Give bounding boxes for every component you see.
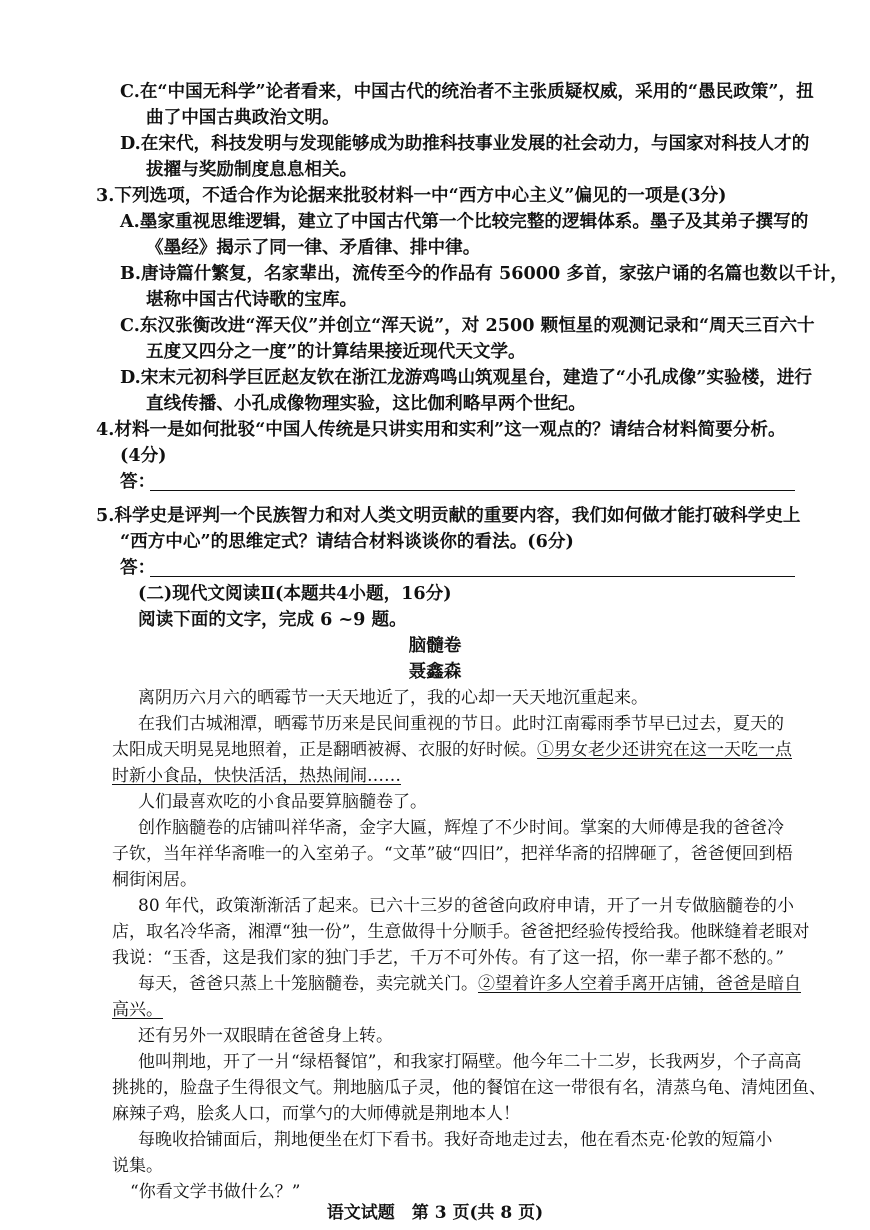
q2-option-d-line1: D.在宋代，科技发明与发现能够成为助推科技事业发展的社会动力，与国家对科技人才的: [120, 133, 810, 154]
q5-answer-label: 答：: [120, 557, 156, 578]
q3-stem: 3.下列选项，不适合作为论据来批驳材料一中“西方中心主义”偏见的一项是(3分): [96, 185, 727, 206]
q3-option-a-line1: A.墨家重视思维逻辑，建立了中国古代第一个比较完整的逻辑体系。墨子及其弟子撰写的: [120, 211, 809, 232]
story-paragraph-8-line2: 挑挑的，脸盘子生得很文气。荆地脑瓜子灵，他的餐馆在这一带很有名，清蒸乌龟、清炖团鱼、: [112, 1078, 826, 1098]
story-paragraph-4-line3: 桐街闲居。: [112, 870, 197, 890]
section-instruction: 阅读下面的文字，完成 6 ~9 题。: [138, 609, 407, 630]
q5-answer-area[interactable]: [120, 555, 795, 581]
underlined-sentence-1: ①男女老少还讲究在这一天吃一点: [537, 740, 792, 760]
story-paragraph-10: “你看文学书做什么？”: [130, 1182, 301, 1202]
q3-option-a-line2: 《墨经》揭示了同一律、矛盾律、排中律。: [146, 237, 481, 258]
story-paragraph-5-line2: 店，取名冷华斋，湘潭“独一份”，生意做得十分顺手。爸爸把经验传授给我。他眯缝着老眼对: [112, 922, 810, 942]
story-paragraph-2-line1: 在我们古城湘潭，晒霉节历来是民间重视的节日。此时江南霉雨季节早已过去，夏天的: [138, 714, 784, 734]
q3-option-d-line2: 直线传播、小孔成像物理实验，这比伽利略早两个世纪。: [146, 393, 586, 414]
q2-option-d-line2: 拔擢与奖励制度息息相关。: [146, 159, 358, 180]
story-paragraph-8-line1: 他叫荆地，开了一爿“绿梧餐馆”，和我家打隔壁。他今年二十二岁，长我两岁，个子高高: [138, 1052, 802, 1072]
story-paragraph-8-line3: 麻辣子鸡，脍炙人口，而掌勺的大师傅就是荆地本人！: [112, 1104, 520, 1124]
story-paragraph-6-text: 每天，爸爸只蒸上十笼脑髓卷，卖完就关门。: [138, 974, 478, 994]
story-paragraph-9-line2: 说集。: [112, 1156, 163, 1176]
story-paragraph-4-line1: 创作脑髓卷的店铺叫祥华斋，金字大匾，辉煌了不少时间。掌案的大师傅是我的爸爸冷: [138, 818, 784, 838]
story-paragraph-9-line1: 每晚收拾铺面后，荆地便坐在灯下看书。我好奇地走过去，他在看杰克·伦敦的短篇小: [138, 1130, 773, 1150]
q3-option-c-line1: C.东汉张衡改进“浑天仪”并创立“浑天说”，对 2500 颗恒星的观测记录和“周天三百六十: [120, 315, 815, 336]
story-paragraph-5-line3: 我说：“玉香，这是我们家的独门手艺，千万不可外传。有了这一招，你一辈子都不愁的。”: [112, 948, 784, 968]
story-paragraph-6-line1: [138, 971, 801, 997]
q3-option-d-line1: D.宋末元初科学巨匠赵友钦在浙江龙游鸡鸣山筑观星台，建造了“小孔成像”实验楼，进行: [120, 367, 812, 388]
q3-option-b-line1: B.唐诗篇什繁复，名家辈出，流传至今的作品有 56000 多首，家弦户诵的名篇也数以千计，: [120, 263, 848, 284]
story-paragraph-4-line2: 子钦，当年祥华斋唯一的入室弟子。“文革”破“四旧”，把祥华斋的招牌砸了，爸爸便回到梧: [112, 844, 793, 864]
story-paragraph-5-line1: 80 年代，政策渐渐活了起来。已六十三岁的爸爸向政府申请，开了一爿专做脑髓卷的小: [138, 896, 795, 916]
story-author: 聂鑫森: [408, 661, 462, 682]
story-paragraph-2-text: 太阳成天明晃晃地照着，正是翻晒被褥、衣服的好时候。: [112, 740, 537, 760]
story-paragraph-1: 离阴历六月六的晒霉节一天天地近了，我的心却一天天地沉重起来。: [138, 688, 648, 708]
q5-stem-line1: 5.科学史是评判一个民族智力和对人类文明贡献的重要内容，我们如何做才能打破科学史上: [96, 505, 801, 526]
underlined-sentence-2-continued: 高兴。: [112, 1000, 163, 1020]
q2-option-c-line2: 曲了中国古典政治文明。: [146, 107, 340, 128]
q5-answer-line: [150, 576, 795, 577]
q4-answer-label: 答：: [120, 471, 156, 492]
underlined-sentence-2: ②望着许多人空着手离开店铺，爸爸是暗自: [478, 974, 801, 994]
story-paragraph-3: 人们最喜欢吃的小食品要算脑髓卷了。: [138, 792, 427, 812]
q3-option-b-line2: 堪称中国古代诗歌的宝库。: [146, 289, 358, 310]
q3-option-c-line2: 五度又四分之一度”的计算结果接近现代天文学。: [146, 341, 526, 362]
page-footer: 语文试题 第 3 页(共 8 页): [326, 1203, 544, 1223]
q4-stem-line1: 4.材料一是如何批驳“中国人传统是只讲实用和实利”这一观点的？请结合材料简要分析。: [96, 419, 786, 440]
q5-stem-line2: “西方中心”的思维定式？请结合材料谈谈你的看法。(6分): [120, 531, 574, 552]
story-title: 脑髓卷: [408, 635, 462, 656]
story-paragraph-7: 还有另外一双眼睛在爸爸身上转。: [138, 1026, 393, 1046]
story-paragraph-2-line2: [112, 737, 792, 763]
underlined-sentence-1-continued: 时新小食品，快快活活，热热闹闹……: [112, 766, 401, 786]
q4-stem-line2: (4分): [120, 445, 167, 466]
q4-answer-area[interactable]: [120, 469, 795, 495]
q2-option-c-line1: C.在“中国无科学”论者看来，中国古代的统治者不主张质疑权威，采用的“愚民政策”，扭: [120, 81, 814, 102]
q4-answer-line: [150, 490, 795, 491]
section-heading: (二)现代文阅读Ⅱ(本题共4小题，16分): [138, 583, 452, 604]
